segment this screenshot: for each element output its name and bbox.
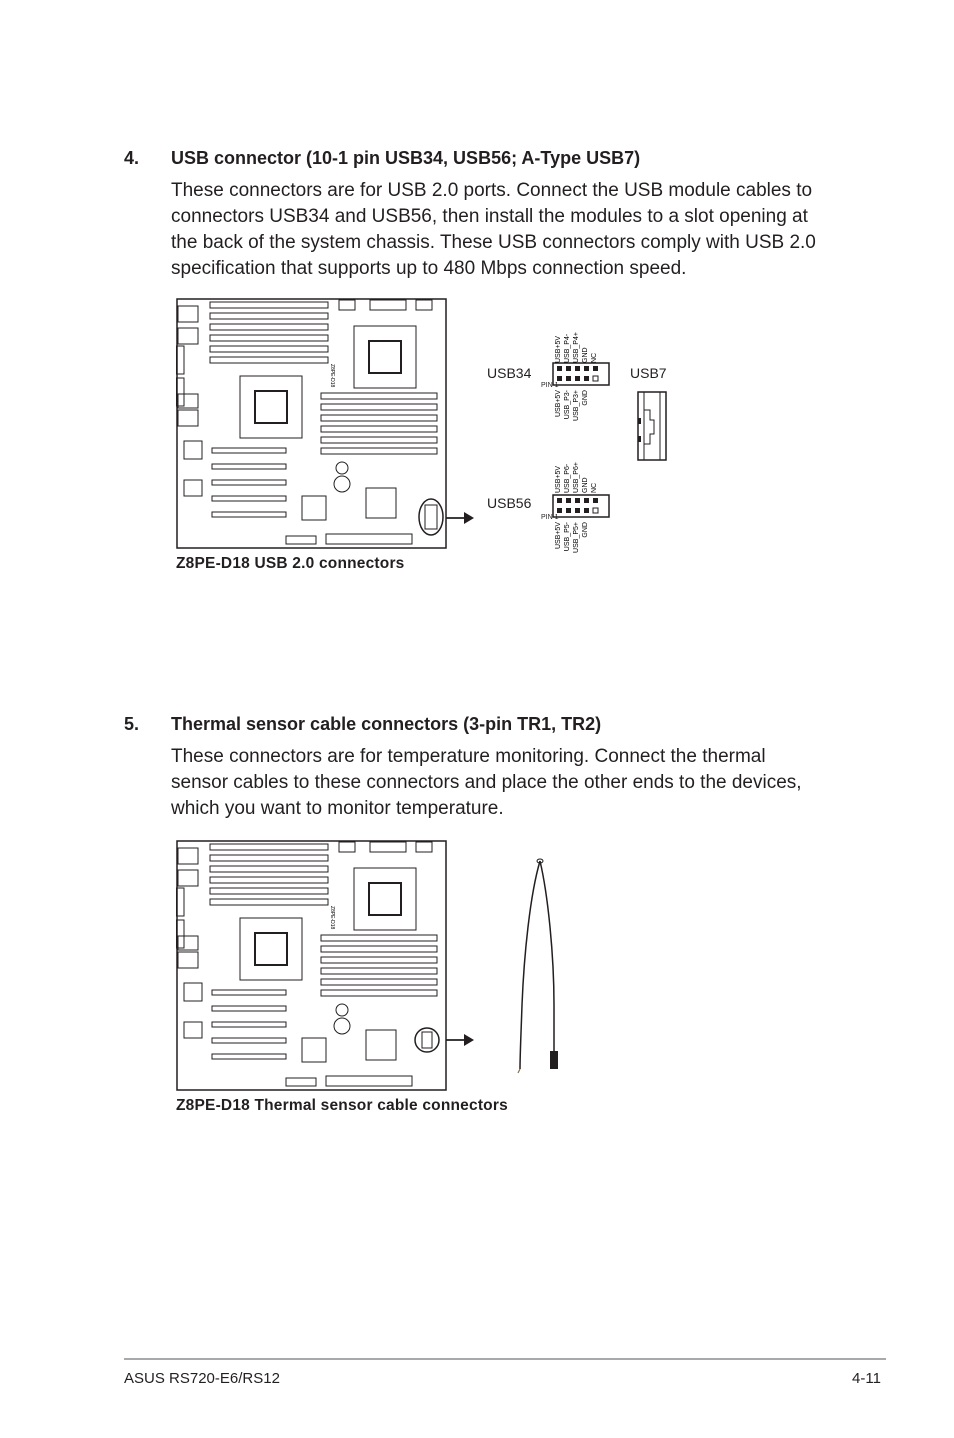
section-5-body [171, 744, 851, 822]
thermal-sensor-cable-icon [510, 855, 570, 1075]
motherboard-diagram-thermal [176, 840, 448, 1092]
pin-label: GND [582, 522, 589, 538]
usb34-pin1-label: PIN 1 [541, 382, 559, 389]
footer-product-name: ASUS RS720-E6/RS12 [124, 1370, 280, 1387]
usb7-label: USB7 [630, 365, 667, 381]
section-5-body-line: These connectors are for temperature monitoring. Connect the thermal [171, 746, 766, 767]
pin-label: USB_P6+ [573, 462, 580, 493]
section-4-body-line: These connectors are for USB 2.0 ports. Connect the USB module cables to [171, 180, 813, 201]
pin-label: USB+5V [555, 335, 562, 363]
pin-label: USB_P4+ [573, 332, 580, 363]
section-4-body-line: the back of the system chassis. These USB connectors comply with USB 2.0 [171, 232, 816, 253]
pin-label: USB+5V [555, 390, 562, 418]
pin-label: GND [582, 347, 589, 363]
board-silkscreen: Z8PE-D18 [329, 364, 335, 388]
pin-label: USB+5V [555, 522, 562, 550]
arrow-icon [446, 508, 476, 528]
usb56-top-pin-labels [550, 435, 612, 495]
usb56-label: USB56 [487, 495, 532, 511]
footer-divider [124, 1358, 886, 1360]
pin-label: GND [582, 477, 589, 493]
usb7-connector [636, 390, 670, 464]
section-4-body-line: specification that supports up to 480 Mbps connection speed. [171, 258, 687, 279]
usb34-header [552, 362, 612, 386]
section-5-title: Thermal sensor cable connectors (3-pin TR1, TR2) [171, 714, 602, 734]
pin-label: NC [591, 482, 598, 493]
pin-label: USB_P5+ [573, 522, 580, 553]
arrow-icon [446, 1030, 476, 1050]
board-silkscreen: Z8PE-D18 [329, 906, 335, 930]
section-5-body-line: which you want to monitor temperature. [171, 798, 504, 819]
usb34-top-pin-labels [550, 305, 612, 365]
pin-label: USB_P3+ [573, 390, 580, 421]
section-4-title: USB connector (10-1 pin USB34, USB56; A-Type USB7) [171, 148, 641, 168]
footer-page-number: 4-11 [852, 1370, 881, 1387]
usb56-pin1-label: PIN 1 [541, 514, 559, 521]
section-4-body [171, 178, 851, 282]
section-5-body-line: sensor cables to these connectors and place the other ends to the devices, [171, 772, 802, 793]
pin-label: USB+5V [555, 465, 562, 493]
pin-label: GND [582, 390, 589, 406]
usb34-label: USB34 [487, 365, 532, 381]
figure-caption-usb: Z8PE-D18 USB 2.0 connectors [176, 555, 405, 572]
pin-label: USB_P6- [564, 463, 571, 493]
figure-caption-thermal: Z8PE-D18 Thermal sensor cable connectors [176, 1097, 508, 1114]
pin-label: USB_P3- [564, 390, 571, 420]
pin-label: USB_P4- [564, 333, 571, 363]
usb56-header [552, 494, 612, 518]
pin-label: USB_P5- [564, 522, 571, 552]
usb34-bottom-pin-labels [550, 388, 612, 438]
section-5-number: 5. [124, 714, 140, 734]
section-4-number: 4. [124, 148, 140, 168]
pin-label: NC [591, 352, 598, 363]
section-4-body-line: connectors USB34 and USB56, then install the modules to a slot opening at [171, 206, 808, 227]
motherboard-diagram-usb [176, 298, 448, 550]
usb56-bottom-pin-labels [550, 520, 612, 570]
